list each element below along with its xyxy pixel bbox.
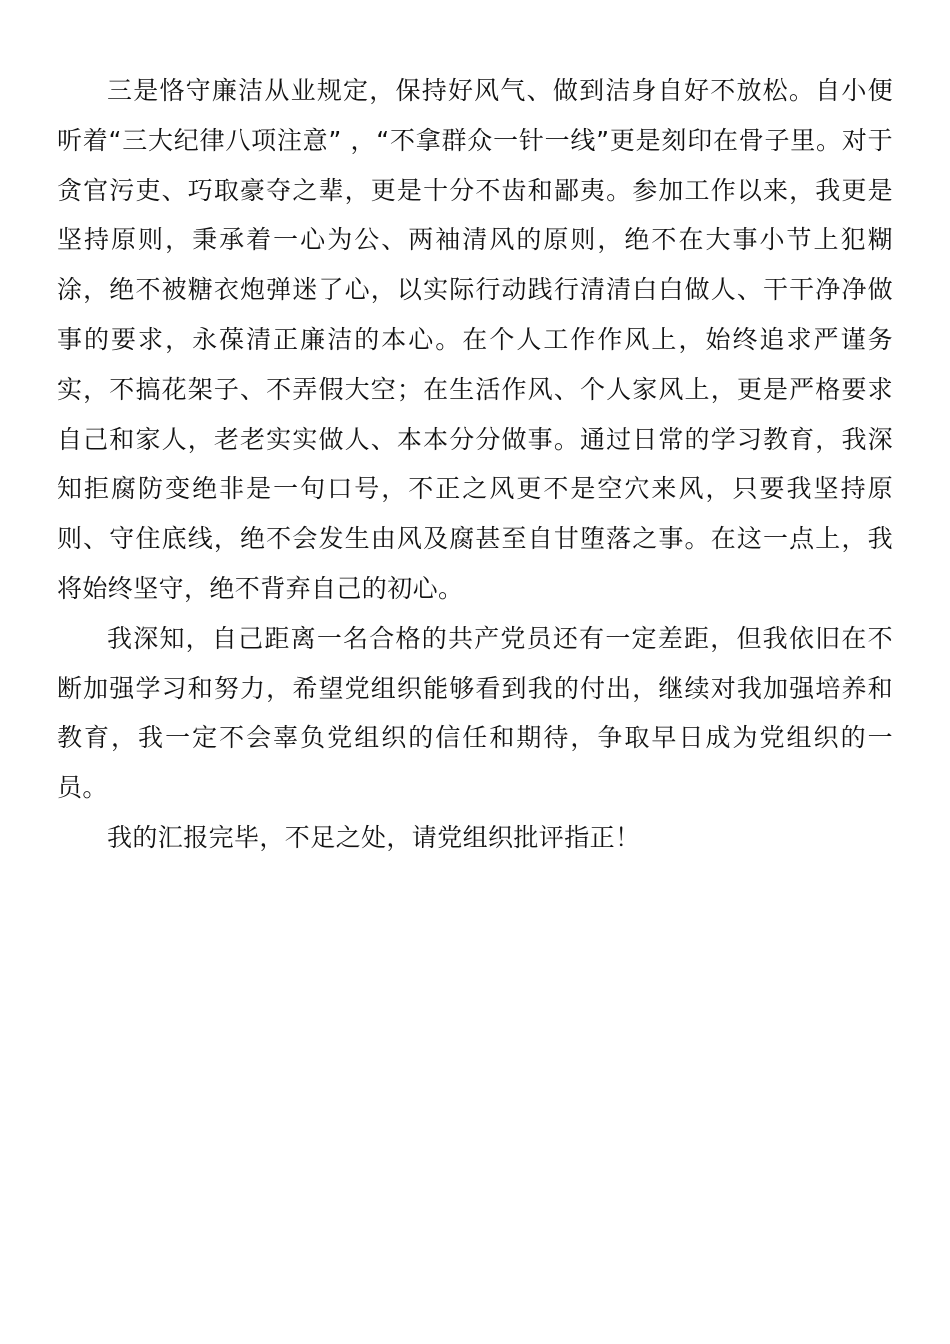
document-body	[57, 66, 893, 863]
paragraph-closing: 我的汇报完毕，不足之处，请党组织批评指正！	[107, 822, 641, 852]
paragraph-integrity: 三是恪守廉洁从业规定，保持好风气、做到洁身自好不放松。自小便听着“三大纪律八项注意” ，“不拿群众一针一线”更是刻印在骨子里。对于贪官污吏、巧取豪夺之辈，更是十分不齿和鄙夷。参加工作以来，我更是坚持原则，秉承着一心为公、两袖清风的原则，绝不在大事小节上犯糊涂，绝不被糖衣炮弹迷了心，以实际行动践行清清白白做人、干干净净做事的要求，永葆清正廉洁的本心。在个人工作作风上，始终追求严谨务实，不搞花架子、不弄假大空；在生活作风、个人家风上，更是严格要求自己和家人，老老实实做人、本本分分做事。通过日常的学习教育，我深知拒腐防变绝非是一句口号，不正之风更不是空穴来风，只要我坚持原则、守住底线，绝不会发生由风及腐甚至自甘堕落之事。在这一点上，我将始终坚守，绝不背弃自己的初心。	[57, 76, 893, 603]
paragraph-commitment: 我深知，自己距离一名合格的共产党员还有一定差距，但我依旧在不断加强学习和努力，希望党组织能够看到我的付出，继续对我加强培养和教育，我一定不会辜负党组织的信任和期待，争取早日成为党组织的一员。	[57, 623, 893, 803]
